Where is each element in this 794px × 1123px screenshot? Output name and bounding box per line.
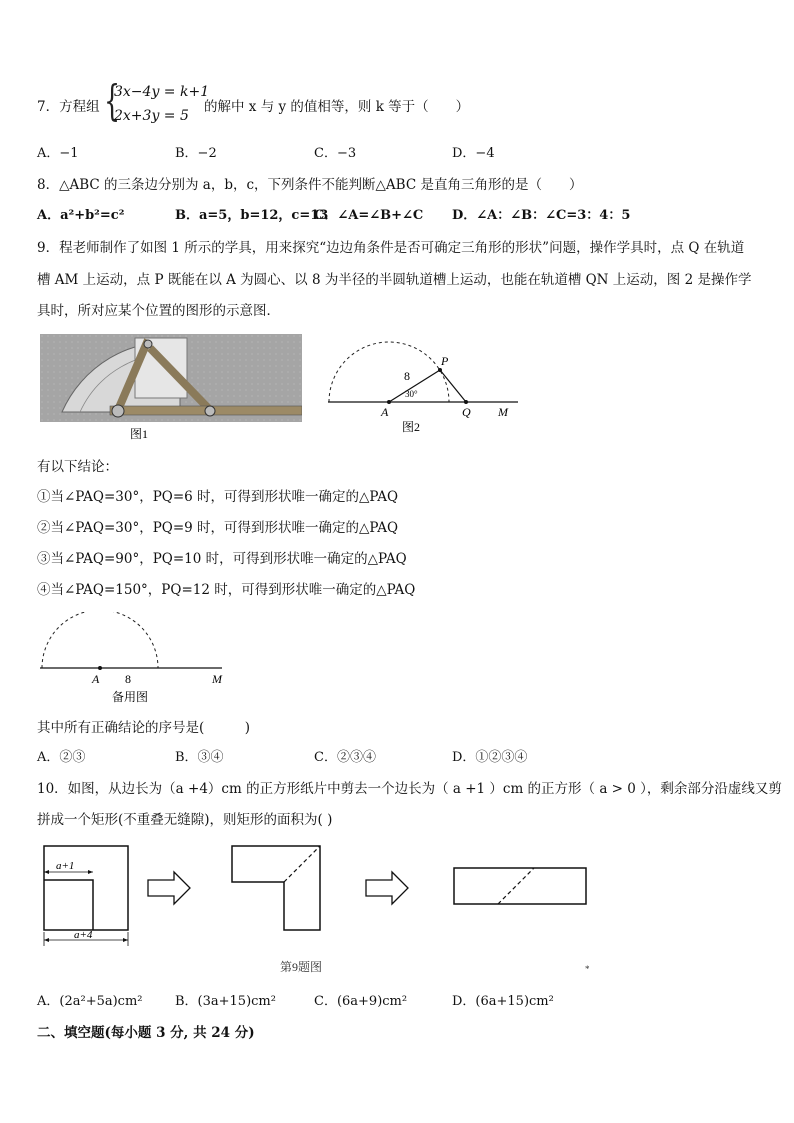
q9-line1: 9．程老师制作了如图 1 所示的学具，用来探究“边边角条件是否可确定三角形的形状”问题，操作学具时，点 Q 在轨道 (37, 240, 745, 256)
spare-label-A: A (92, 672, 100, 686)
fig2-label-M: M (498, 405, 508, 419)
q10-figure (36, 838, 596, 978)
fig2-label-Q: Q (462, 405, 471, 419)
q10-line1: 10．如图，从边长为（a +4）cm 的正方形纸片中剪去一个边长为（ a +1 ）cm 的正方形（ a > 0 ），剩余部分沿虚线又剪 (37, 781, 782, 797)
fig2-caption: 图2 (402, 420, 421, 434)
q10-label-a-plus-1: a+1 (56, 860, 75, 872)
section-2-heading: 二、填空题(每小题 3 分, 共 24 分) (37, 1025, 255, 1041)
q10-option-b: B．(3a+15)cm² (175, 994, 276, 1009)
q9-conclusions-title: 有以下结论： (37, 459, 118, 475)
q10-option-a: A．(2a²+5a)cm² (37, 994, 143, 1009)
fig2-label-P: P (441, 354, 449, 368)
q10-figure-caption: 第9题图 (280, 960, 323, 974)
brace-symbol: { (104, 76, 121, 125)
spare-label-M: M (212, 672, 222, 686)
q7-option-d: D．−4 (452, 146, 495, 161)
q9-question: 其中所有正确结论的序号是( ) (37, 720, 251, 736)
q9-conclusion-1: ①当∠PAQ=30°，PQ=6 时，可得到形状唯一确定的△PAQ (37, 489, 399, 505)
q9-conclusion-4: ④当∠PAQ=150°，PQ=12 时，可得到形状唯一确定的△PAQ (37, 582, 416, 598)
q9-option-a: A．②③ (37, 750, 86, 765)
q10-label-a-plus-4: a+4 (74, 929, 93, 941)
q9-option-b: B．③④ (175, 750, 224, 765)
dot-mark: * (585, 964, 590, 974)
q9-option-d: D．①②③④ (452, 750, 528, 765)
q7-option-a: A．−1 (37, 146, 79, 161)
q9-line3: 具时，所对应某个位置的图形的示意图． (37, 303, 280, 319)
q7-suffix: 的解中 x 与 y 的值相等，则 k 等于（ ） (204, 99, 470, 115)
right-arrow-icon (366, 872, 408, 904)
q9-option-c: C．②③④ (314, 750, 376, 765)
q10-line2: 拼成一个矩形(不重叠无缝隙)，则矩形的面积为( ) (37, 812, 333, 828)
spare-label-side: 8 (125, 672, 131, 686)
q8-option-b: B．a=5，b=12，c=13 (175, 208, 329, 223)
q7-option-b: B．−2 (175, 146, 217, 161)
fig2-label-angle: 30° (405, 389, 418, 399)
q9-figure-1-photo (40, 334, 302, 444)
q9-figure-2 (322, 334, 522, 434)
fig1-caption: 图1 (130, 427, 149, 441)
right-arrow-icon (148, 872, 190, 904)
q7-eq2: 2x+3y = 5 (114, 108, 189, 124)
q9-spare-figure (36, 612, 232, 708)
q8-option-a: A．a²+b²=c² (37, 208, 125, 223)
q10-option-c: C．(6a+9)cm² (314, 994, 408, 1009)
fig2-label-A: A (381, 405, 389, 419)
q7-prefix: 7．方程组 (37, 99, 100, 115)
q8-stem: 8．△ABC 的三条边分别为 a，b，c，下列条件不能判断△ABC 是直角三角形的是（ ） (37, 177, 583, 193)
q10-option-d: D．(6a+15)cm² (452, 994, 554, 1009)
q9-conclusion-2: ②当∠PAQ=30°，PQ=9 时，可得到形状唯一确定的△PAQ (37, 520, 399, 536)
q9-line2: 槽 AM 上运动，点 P 既能在以 A 为圆心、以 8 为半径的半圆轨道槽上运动，也能在轨道槽 QN 上运动，图 2 是操作学 (37, 272, 752, 288)
q9-conclusion-3: ③当∠PAQ=90°，PQ=10 时，可得到形状唯一确定的△PAQ (37, 551, 407, 567)
q7-option-c: C．−3 (314, 146, 357, 161)
q7-eq1: 3x−4y = k+1 (114, 84, 210, 100)
q8-option-c: C．∠A=∠B+∠C (314, 208, 424, 223)
q8-option-d: D．∠A：∠B：∠C=3：4：5 (452, 208, 631, 223)
fig2-label-side: 8 (404, 369, 410, 383)
spare-caption: 备用图 (112, 690, 149, 704)
